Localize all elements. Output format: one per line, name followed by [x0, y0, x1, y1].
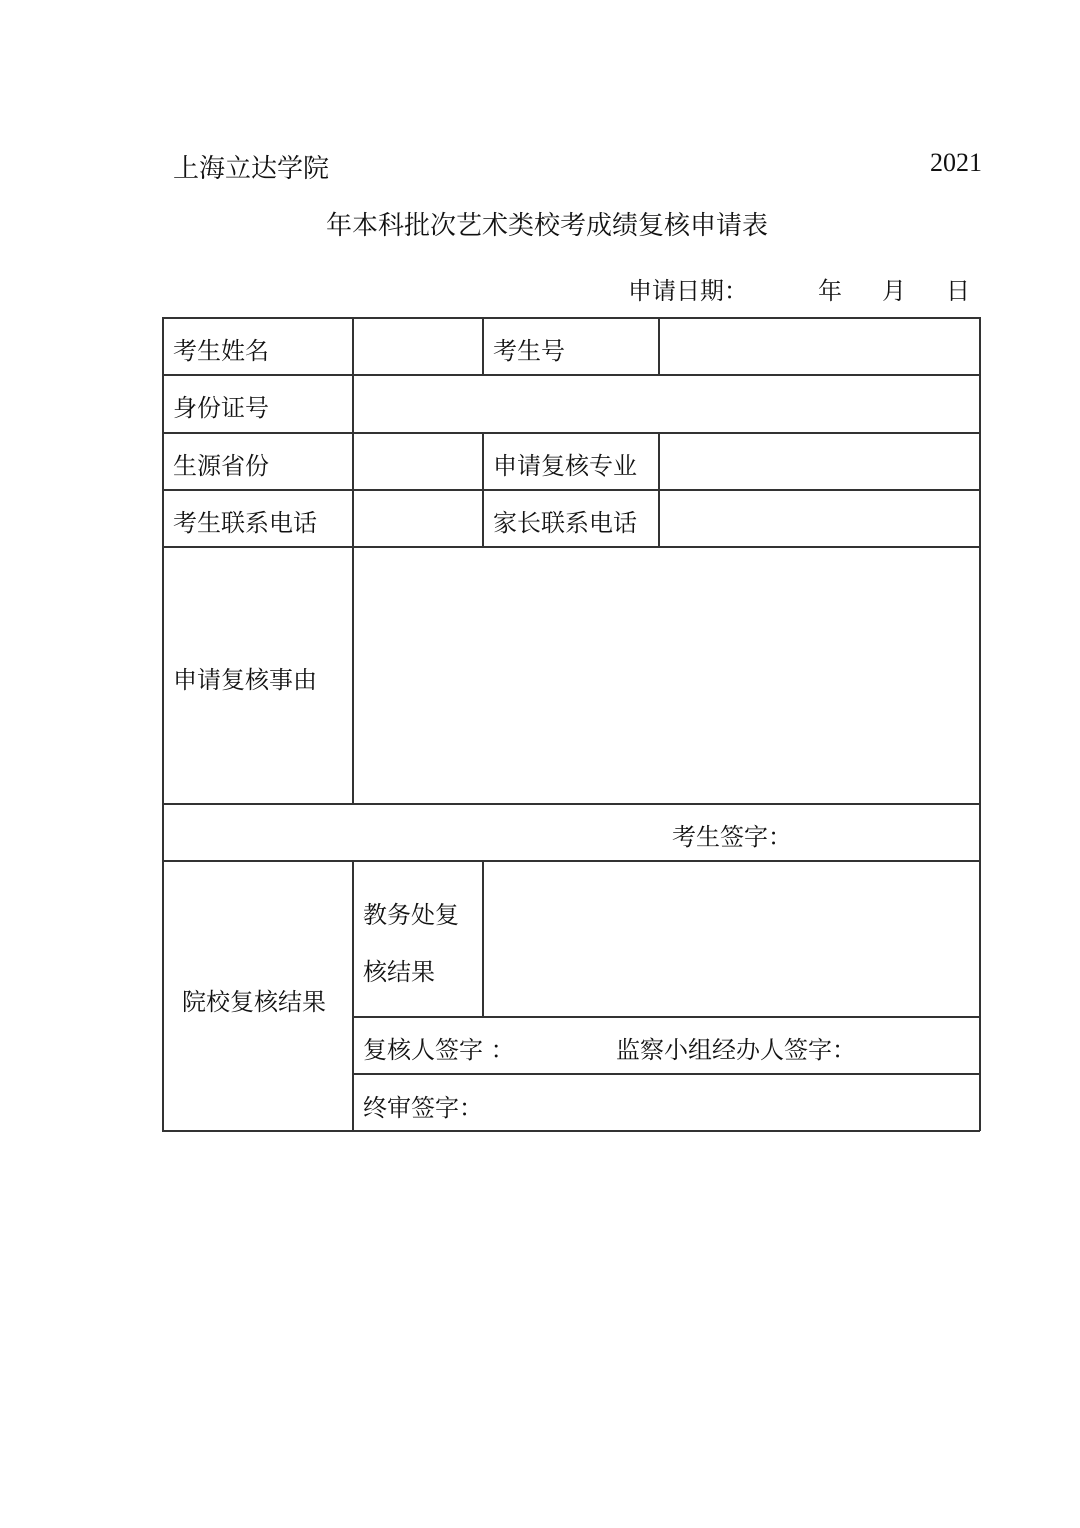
label-school-review-result: 院校复核结果 — [182, 988, 326, 1016]
id-number-field[interactable] — [354, 376, 978, 431]
form-title: 年本科批次艺术类校考成绩复核申请表 — [326, 211, 769, 241]
application-date-label: 申请日期： — [628, 277, 748, 305]
office-review-result-field[interactable] — [484, 862, 978, 1015]
final-signature-label: 终审签字： — [363, 1094, 483, 1122]
table-divider — [352, 860, 354, 1131]
label-review-reason: 申请复核事由 — [173, 666, 317, 694]
date-year-unit: 年 — [818, 277, 842, 305]
table-border — [979, 317, 981, 1131]
label-office-review-line2: 核结果 — [363, 958, 435, 986]
institution-name: 上海立达学院 — [173, 154, 330, 184]
label-student-name: 考生姓名 — [173, 337, 269, 365]
date-month-unit: 月 — [882, 277, 906, 305]
student-number-field[interactable] — [660, 319, 978, 373]
label-parent-phone: 家长联系电话 — [493, 509, 637, 537]
label-source-province: 生源省份 — [173, 452, 269, 480]
label-office-review-line1: 教务处复 — [363, 901, 459, 929]
student-phone-field[interactable] — [354, 491, 481, 545]
table-divider — [482, 317, 484, 374]
supervisor-signature-label: 监察小组经办人签字： — [616, 1036, 856, 1064]
label-review-major: 申请复核专业 — [493, 452, 637, 480]
student-name-field[interactable] — [354, 319, 481, 373]
table-border — [162, 317, 164, 1131]
table-divider — [162, 803, 980, 805]
label-student-number: 考生号 — [493, 337, 565, 365]
table-border — [162, 1130, 980, 1132]
table-divider — [352, 1073, 980, 1075]
label-id-number: 身份证号 — [173, 394, 269, 422]
student-signature-label: 考生签字： — [672, 823, 792, 851]
application-form-table — [162, 317, 979, 1131]
review-major-field[interactable] — [660, 434, 978, 488]
table-divider — [352, 1016, 980, 1018]
date-day-unit: 日 — [946, 277, 970, 305]
reviewer-signature-label: 复核人签字 ： — [363, 1036, 515, 1064]
source-province-field[interactable] — [354, 434, 481, 488]
form-year: 2021 — [930, 148, 982, 177]
parent-phone-field[interactable] — [660, 491, 978, 545]
label-student-phone: 考生联系电话 — [173, 509, 317, 537]
review-reason-field[interactable] — [354, 548, 978, 802]
table-divider — [482, 432, 484, 546]
